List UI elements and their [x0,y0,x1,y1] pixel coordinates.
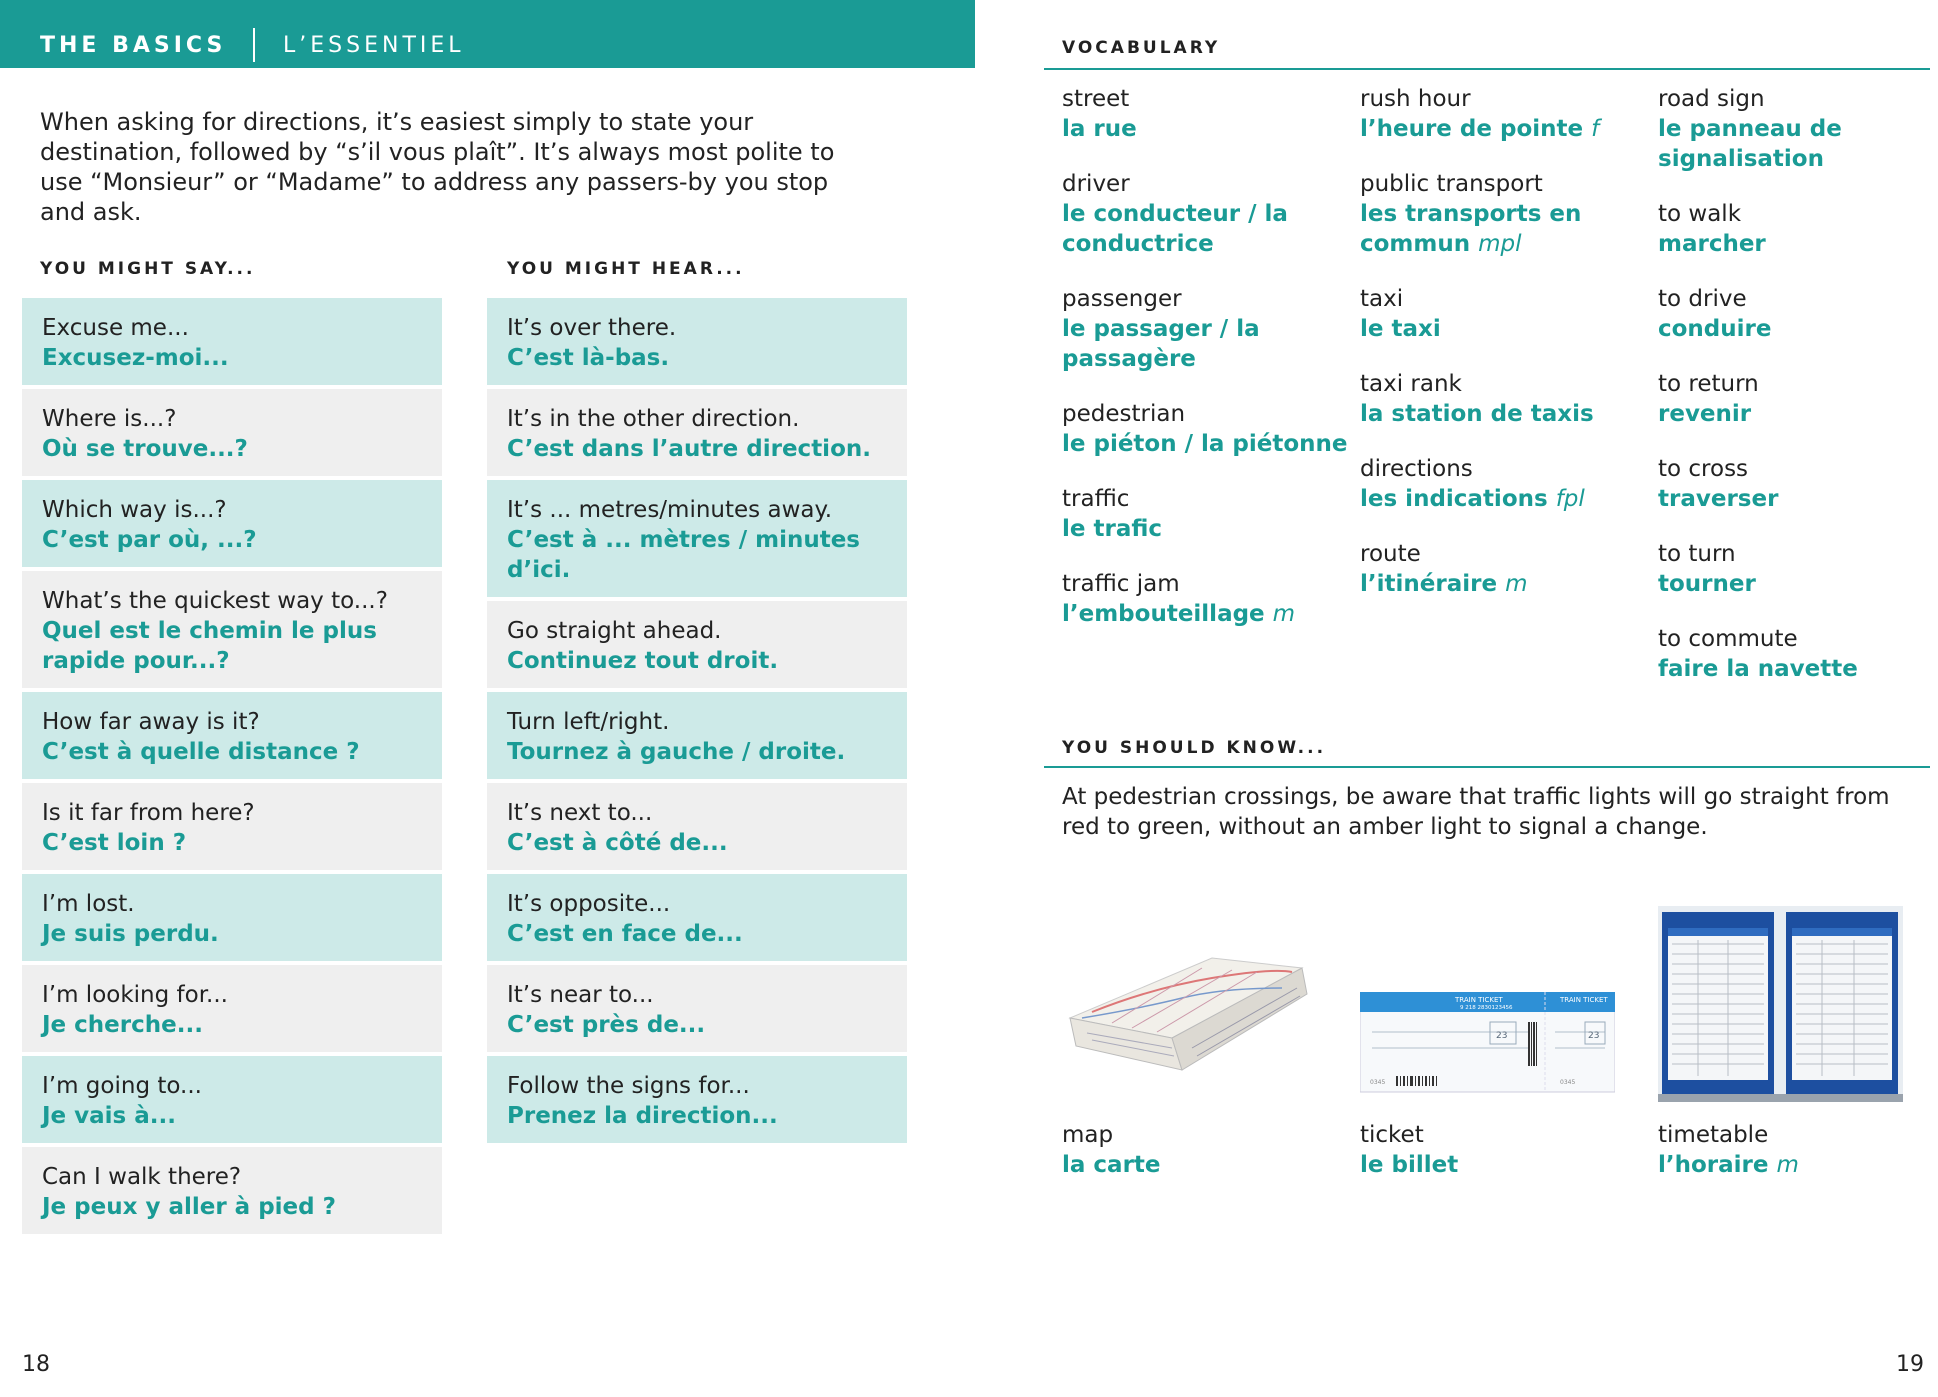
phrase-french: Je cherche... [42,1012,203,1038]
vocab-french: faire la navette [1658,656,1858,682]
vocab-english: taxi rank [1360,371,1462,397]
phrase-french: C’est près de... [507,1012,706,1038]
vocab-english: pedestrian [1062,401,1186,427]
hear-heading: YOU MIGHT HEAR... [507,259,745,279]
header-band [0,0,975,68]
phrase-french: C’est par où, ...? [42,527,257,553]
vocab-english: road sign [1658,86,1765,112]
vocab-english: to turn [1658,541,1736,567]
phrase-english: I’m going to... [42,1073,202,1099]
ticket-image [1360,992,1615,1100]
gender-marker: f [1591,116,1600,142]
hear-phrase-list [487,298,907,1147]
say-phrase-row [22,874,442,961]
vocab-english: rush hour [1360,86,1471,112]
vocab-french: la rue [1062,116,1137,142]
phrase-english: Excuse me... [42,315,189,341]
map-caption-fr: la carte [1062,1152,1161,1178]
phrase-french: Excusez-moi... [42,345,229,371]
vocab-item [1360,369,1650,429]
hear-phrase-row [487,692,907,779]
vocab-item [1062,399,1352,459]
vocab-english: taxi [1360,286,1404,312]
vocab-french: le conducteur / la conductrice [1062,201,1288,257]
vocab-french: le passager / la passagère [1062,316,1260,372]
gender-marker: fpl [1555,486,1585,512]
gender-marker: mpl [1478,231,1522,257]
say-phrase-row [22,480,442,567]
page-number-left: 18 [22,1352,50,1377]
say-phrase-list [22,298,442,1238]
ticket-label-stub: TRAIN TICKET [1560,996,1608,1004]
phrase-english: It’s opposite... [507,891,671,917]
phrase-english: Turn left/right. [507,709,670,735]
vocab-french: le trafic [1062,516,1163,542]
phrase-french: C’est dans l’autre direction. [507,436,871,462]
ticket-code-stub: 0345 [1560,1079,1576,1086]
gender-marker: m [1505,571,1528,597]
vocab-french: conduire [1658,316,1772,342]
vocab-french: les indications fpl [1360,486,1585,512]
phrase-french: Prenez la direction... [507,1103,778,1129]
hear-phrase-row [487,298,907,385]
ticket-code: 0345 [1370,1079,1386,1086]
right-page [1030,0,1930,1397]
ticket-seat: 23 [1496,1031,1508,1041]
map-caption [1062,1120,1161,1180]
should-know-rule [1044,766,1930,768]
vocab-english: street [1062,86,1130,112]
hear-phrase-row [487,965,907,1052]
vocab-french: le taxi [1360,316,1441,342]
say-phrase-row [22,298,442,385]
phrase-english: Is it far from here? [42,800,255,826]
phrase-english: It’s in the other direction. [507,406,800,432]
say-heading: YOU MIGHT SAY... [40,259,256,279]
say-phrase-row [22,571,442,688]
vocab-english: public transport [1360,171,1543,197]
phrase-french: C’est à côté de... [507,830,728,856]
vocab-item [1658,454,1938,514]
hear-phrase-row [487,480,907,597]
vocab-item [1360,284,1650,344]
phrase-english: What’s the quickest way to...? [42,588,388,614]
vocab-item [1658,539,1938,599]
timetable-caption-fr: l’horaire m [1658,1152,1799,1178]
ticket-label: TRAIN TICKET [1455,996,1503,1004]
hear-phrase-row [487,601,907,688]
say-phrase-row [22,965,442,1052]
vocab-english: traffic [1062,486,1130,512]
vocab-english: passenger [1062,286,1182,312]
map-image [1062,948,1312,1078]
vocab-english: traffic jam [1062,571,1180,597]
phrase-french: Quel est le chemin le plus rapide pour...? [42,618,377,674]
vocab-french: le piéton / la piétonne [1062,431,1348,457]
phrase-english: Go straight ahead. [507,618,722,644]
vocab-item [1658,369,1938,429]
intro-paragraph: When asking for directions, it’s easiest simply to state your destination, followed by “s’il vous plaît”. It’s always most polite to use “Monsieur” or “Madame” to address any passers-by you stop and ask. [40,108,835,226]
phrase-french: Je vais à... [42,1103,176,1129]
say-phrase-row [22,1147,442,1234]
vocab-french: traverser [1658,486,1779,512]
map-caption-en: map [1062,1122,1114,1148]
vocab-french: l’itinéraire m [1360,571,1528,597]
vocab-item [1360,84,1650,144]
say-phrase-row [22,783,442,870]
vocab-item [1062,484,1352,544]
vocab-french: la station de taxis [1360,401,1594,427]
vocab-column-1 [1062,84,1352,654]
vocab-english: directions [1360,456,1473,482]
vocab-item [1360,454,1650,514]
timetable-image [1658,906,1903,1102]
phrase-french: Je peux y aller à pied ? [42,1194,336,1220]
hear-phrase-row [487,874,907,961]
ticket-seat-stub: 23 [1588,1031,1600,1041]
vocab-french: revenir [1658,401,1752,427]
ticket-caption [1360,1120,1458,1180]
section-title: THE BASICS [40,33,227,58]
vocab-item [1062,284,1352,374]
phrase-french: Où se trouve...? [42,436,248,462]
phrase-english: Which way is...? [42,497,227,523]
section-subtitle: L’ESSENTIEL [283,33,465,58]
phrase-french: C’est à ... mètres / minutes d’ici. [507,527,860,583]
ticket-caption-fr: le billet [1360,1152,1459,1178]
phrase-french: C’est loin ? [42,830,187,856]
vocab-french: l’heure de pointe f [1360,116,1600,142]
vocab-french: tourner [1658,571,1756,597]
phrase-french: C’est en face de... [507,921,743,947]
vocab-item [1658,624,1938,684]
vocab-item [1062,84,1352,144]
phrase-english: Can I walk there? [42,1164,242,1190]
hear-phrase-row [487,389,907,476]
hear-phrase-row [487,783,907,870]
phrase-french: C’est à quelle distance ? [42,739,360,765]
vocabulary-rule [1044,68,1930,70]
vocabulary-heading: VOCABULARY [1062,38,1221,58]
say-phrase-row [22,389,442,476]
phrase-english: It’s ... metres/minutes away. [507,497,833,523]
phrase-english: I’m lost. [42,891,135,917]
phrase-english: It’s over there. [507,315,677,341]
phrase-english: Where is...? [42,406,177,432]
vocab-french: marcher [1658,231,1766,257]
vocab-english: to commute [1658,626,1798,652]
vocab-french: l’embouteillage m [1062,601,1296,627]
say-phrase-row [22,1056,442,1143]
vocab-item [1658,199,1938,259]
should-know-heading: YOU SHOULD KNOW... [1062,738,1327,758]
timetable-caption [1658,1120,1799,1180]
phrase-english: I’m looking for... [42,982,228,1008]
vocab-french: les transports en commun mpl [1360,201,1582,257]
timetable-caption-en: timetable [1658,1122,1769,1148]
phrase-french: Continuez tout droit. [507,648,779,674]
should-know-text: At pedestrian crossings, be aware that traffic lights will go straight from red to green, without an amber light to signal a change. [1062,784,1890,840]
phrase-english: It’s next to... [507,800,653,826]
phrase-french: Je suis perdu. [42,921,219,947]
vocab-column-3 [1658,84,1938,709]
header-divider [253,28,255,62]
vocab-french: le panneau de signalisation [1658,116,1842,172]
vocab-english: to cross [1658,456,1749,482]
vocab-english: to return [1658,371,1759,397]
page-number-right: 19 [1896,1352,1924,1377]
vocab-english: driver [1062,171,1130,197]
phrase-french: Tournez à gauche / droite. [507,739,846,765]
vocab-english: to drive [1658,286,1747,312]
hear-phrase-row [487,1056,907,1143]
vocab-item [1062,569,1352,629]
vocab-item [1062,169,1352,259]
phrase-english: It’s near to... [507,982,654,1008]
phrase-english: How far away is it? [42,709,260,735]
vocab-english: route [1360,541,1421,567]
say-phrase-row [22,692,442,779]
vocab-english: to walk [1658,201,1742,227]
gender-marker: m [1272,601,1296,627]
phrase-french: C’est là-bas. [507,345,670,371]
ticket-caption-en: ticket [1360,1122,1424,1148]
vocab-item [1658,284,1938,344]
ticket-number: 9 218 2830123456 [1460,1005,1513,1011]
vocab-item [1658,84,1938,174]
vocab-column-2 [1360,84,1650,624]
phrase-english: Follow the signs for... [507,1073,750,1099]
vocab-item [1360,539,1650,599]
vocab-item [1360,169,1650,259]
